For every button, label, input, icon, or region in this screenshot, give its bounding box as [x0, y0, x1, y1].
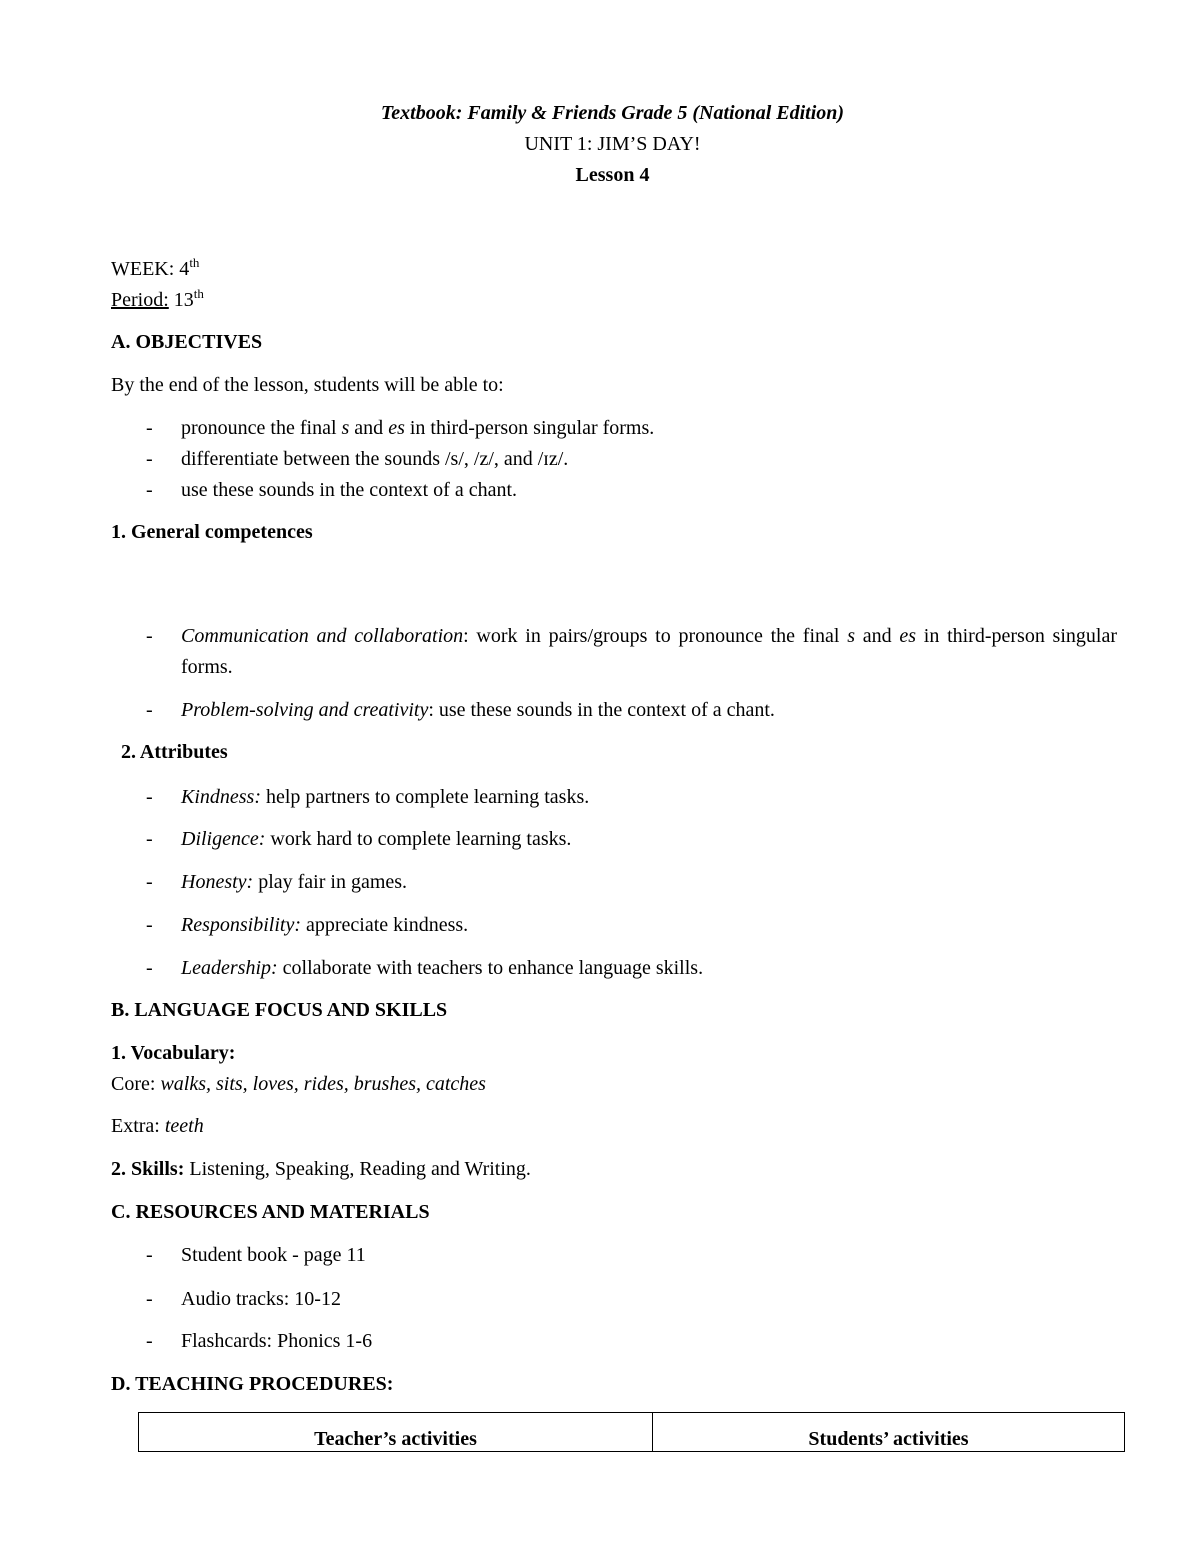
bullet-dash: -: [146, 786, 153, 808]
bullet-dash: -: [146, 828, 153, 850]
attribute-item: [181, 956, 703, 980]
skills-label: 2. Skills:: [111, 1158, 185, 1180]
bullet-dash: -: [146, 1244, 153, 1266]
extra-label: Extra:: [111, 1115, 165, 1137]
competence-text: : use these sounds in the context of a chant.: [428, 699, 775, 721]
objective-term-s: s: [341, 417, 350, 439]
bullet-dash: -: [146, 914, 153, 936]
lesson-title: Lesson 4: [575, 164, 650, 186]
period-value: 13: [168, 289, 194, 311]
objective-text: in third-person singular forms.: [404, 417, 655, 439]
week-sup: th: [189, 255, 200, 270]
attribute-text: play fair in games.: [253, 871, 408, 893]
objective-term-es: es: [388, 417, 405, 439]
bullet-dash: -: [146, 1288, 153, 1310]
attribute-text: appreciate kindness.: [300, 914, 469, 936]
procedures-table: [138, 1412, 1125, 1452]
competence-text: : work in pairs/groups to pronounce the final: [463, 625, 848, 647]
objectives-intro: By the end of the lesson, students will be able to:: [111, 374, 504, 396]
resources-heading: C. RESOURCES AND MATERIALS: [111, 1201, 430, 1223]
competence-term-es: es: [899, 625, 917, 647]
week-label: WEEK: 4: [111, 258, 190, 280]
bullet-dash: -: [146, 448, 153, 470]
bullet-dash: -: [146, 1330, 153, 1352]
attribute-label: Honesty:: [181, 871, 254, 893]
attribute-text: work hard to complete learning tasks.: [265, 828, 572, 850]
objective-text: and: [349, 417, 389, 439]
procedures-heading: D. TEACHING PROCEDURES:: [111, 1373, 394, 1395]
table-header-students: Students’ activities: [808, 1428, 969, 1450]
table-header-teacher: Teacher’s activities: [139, 1413, 653, 1451]
skills-line: [111, 1157, 531, 1181]
competence-item: [181, 621, 1117, 683]
vocabulary-heading: 1. Vocabulary:: [111, 1042, 236, 1064]
period-label: Period:: [111, 289, 169, 311]
attribute-text: collaborate with teachers to enhance language skills.: [277, 957, 704, 979]
attribute-item: [181, 870, 407, 894]
bullet-dash: -: [146, 417, 153, 439]
extra-words: teeth: [164, 1115, 204, 1137]
objectives-heading: A. OBJECTIVES: [111, 331, 263, 353]
resource-item: Student book - page 11: [181, 1244, 366, 1266]
bullet-dash: -: [146, 871, 153, 893]
core-vocabulary: [111, 1072, 486, 1096]
attribute-item: [181, 913, 468, 937]
objective-text: pronounce the final: [181, 417, 342, 439]
competence-term-s: s: [847, 625, 855, 647]
competence-label: Problem-solving and creativity: [181, 699, 429, 721]
resource-item: Flashcards: Phonics 1-6: [181, 1330, 373, 1352]
competence-text: in third-person singular forms.: [181, 625, 1117, 678]
textbook-title: Textbook: Family & Friends Grade 5 (National Edition): [380, 102, 845, 124]
competence-text: and: [855, 625, 900, 647]
extra-vocabulary: [111, 1114, 204, 1138]
attribute-item: [181, 827, 571, 851]
bullet-dash: -: [146, 625, 153, 647]
resource-item: Audio tracks: 10-12: [181, 1288, 341, 1310]
week-line: [111, 257, 199, 281]
objective-item: differentiate between the sounds /s/, /z/, and /ɪz/.: [181, 448, 569, 470]
objective-item: [181, 416, 654, 440]
bullet-dash: -: [146, 699, 153, 721]
language-focus-heading: B. LANGUAGE FOCUS AND SKILLS: [111, 999, 448, 1021]
period-line: [111, 288, 204, 312]
skills-text: Listening, Speaking, Reading and Writing.: [184, 1158, 531, 1180]
general-competences-heading: 1. General competences: [111, 521, 313, 543]
attribute-label: Responsibility:: [181, 914, 301, 936]
bullet-dash: -: [146, 957, 153, 979]
attribute-item: [181, 785, 589, 809]
attribute-label: Diligence:: [181, 828, 266, 850]
competence-label: Communication and collaboration: [181, 625, 464, 647]
core-words: walks, sits, loves, rides, brushes, catches: [160, 1073, 486, 1095]
period-sup: th: [193, 286, 204, 301]
attribute-label: Kindness:: [181, 786, 261, 808]
attribute-text: help partners to complete learning tasks.: [261, 786, 590, 808]
unit-title: UNIT 1: JIM’S DAY!: [524, 133, 701, 155]
core-label: Core:: [111, 1073, 161, 1095]
competence-item: [181, 698, 775, 722]
objective-item: use these sounds in the context of a chant.: [181, 479, 518, 501]
attribute-label: Leadership:: [181, 957, 278, 979]
bullet-dash: -: [146, 479, 153, 501]
attributes-heading: 2. Attributes: [121, 741, 228, 763]
